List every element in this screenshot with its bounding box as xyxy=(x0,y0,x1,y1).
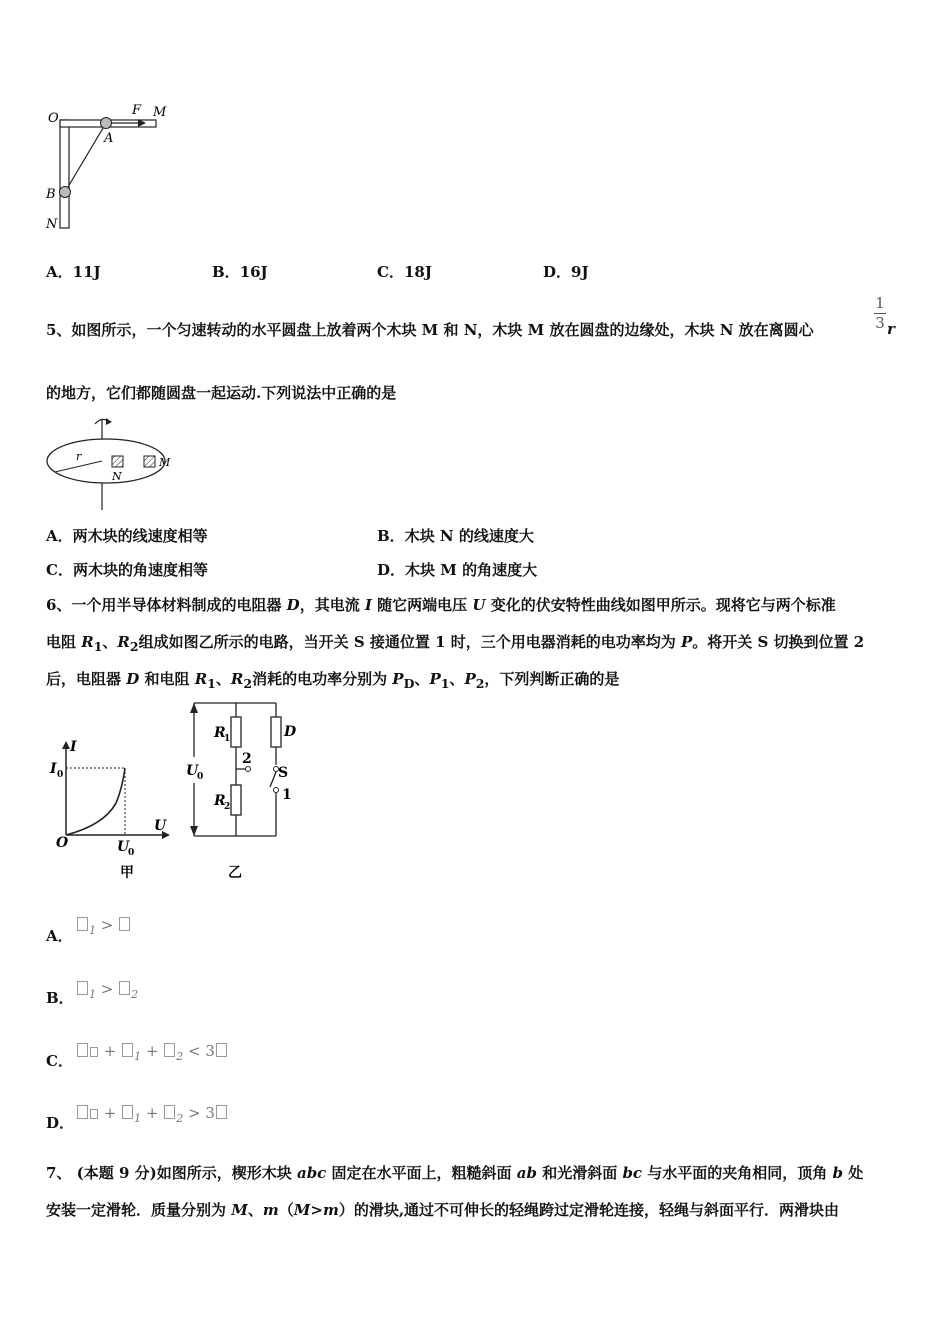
label-r2: R xyxy=(214,793,226,809)
figure-rod-frame xyxy=(40,98,180,238)
label-b: B xyxy=(46,187,56,202)
q4-option-d[interactable]: D．9J xyxy=(543,263,589,281)
vertical-rod xyxy=(60,120,69,228)
label-f: F xyxy=(132,103,142,118)
label-u0-sub: 0 xyxy=(128,848,135,858)
rotation-arrowhead xyxy=(106,418,112,425)
q6-stem-line3: 后，电阻器 D 和电阻 $R_1$、$R_2$消耗的电功率分别为 $P_D$、$P_1$、$P_2$，下列判断正确的是 xyxy=(46,670,620,691)
label-o: O xyxy=(48,111,59,126)
q5-stem-line2: 的地方，它们都随圆盘一起运动.下列说法中正确的是 xyxy=(46,384,397,402)
label-i0-sub: 0 xyxy=(57,770,64,780)
label-n: N xyxy=(46,217,58,232)
q6-option-b-formula: $_1$ > $_2$ xyxy=(76,980,138,1001)
label-u0: U xyxy=(117,839,130,855)
caption-yi: 乙 xyxy=(228,865,242,881)
label-d: D xyxy=(284,724,297,740)
u0-arrow-up xyxy=(190,703,198,713)
q6-option-d[interactable]: D． xyxy=(46,1114,75,1132)
q4-option-a[interactable]: A．11J xyxy=(46,263,101,281)
q5-stem-line1: 5、如图所示，一个匀速转动的水平圆盘上放着两个木块 M 和 N，木块 M 放在圆盘的边缘处，木块 N 放在离圆心 xyxy=(46,321,814,339)
label-r: r xyxy=(76,450,82,463)
resistor-r2 xyxy=(231,785,241,815)
label-2: 2 xyxy=(242,751,252,767)
q7-stem-line2: 安装一定滑轮．质量分别为 M、m（M>m）的滑块,通过不可伸长的轻绳跨过定滑轮连接，轻绳与斜面平行．两滑块由 xyxy=(46,1201,840,1219)
label-a: A xyxy=(104,131,114,146)
q6-option-a[interactable]: A． xyxy=(46,927,73,945)
label-m: M xyxy=(159,456,171,469)
label-u0-sub: 0 xyxy=(197,772,204,782)
label-r1-sub: 1 xyxy=(224,734,231,744)
i-axis-arrow xyxy=(62,741,70,749)
q6-option-b[interactable]: B． xyxy=(46,989,74,1007)
q5-option-a[interactable]: A．两木块的线速度相等 xyxy=(46,527,208,545)
label-r2-sub: 2 xyxy=(224,802,231,812)
figure-circuit xyxy=(184,695,304,885)
fraction-denominator: 3 xyxy=(875,314,885,332)
label-n: N xyxy=(112,470,122,483)
caption-jia: 甲 xyxy=(120,865,134,881)
q6-option-d-formula: + $_1$ + $_2$ > 3 xyxy=(76,1104,228,1125)
q6-stem-line1: 6、一个用半导体材料制成的电阻器 D，其电流 I 随它两端电压 U 变化的伏安特性曲线如图甲所示。现将它与两个标准 xyxy=(46,596,836,614)
resistor-d xyxy=(271,717,281,747)
q4-option-c[interactable]: C．18J xyxy=(377,263,432,281)
q7-stem-line1: 7、 (本题 9 分)如图所示，楔形木块 abc 固定在水平面上，粗糙斜面 ab 和光滑斜面 bc 与水平面的夹角相同，顶角 b 处 xyxy=(46,1164,864,1182)
label-u: U xyxy=(154,818,167,834)
label-u0: U xyxy=(186,763,199,779)
fraction-variable: r xyxy=(887,320,895,338)
ball-b xyxy=(60,187,71,198)
iv-curve xyxy=(66,768,125,835)
label-r1: R xyxy=(214,725,226,741)
q6-option-c-formula: + $_1$ + $_2$ < 3 xyxy=(76,1042,228,1063)
q6-option-a-formula: $_1$ > xyxy=(76,916,131,937)
block-m xyxy=(144,456,155,467)
q6-option-c[interactable]: C． xyxy=(46,1052,73,1070)
label-i: I xyxy=(70,739,77,755)
label-i0: I xyxy=(50,761,57,777)
block-n xyxy=(112,456,123,467)
q5-option-b[interactable]: B．木块 N 的线速度大 xyxy=(377,527,534,545)
figure-iv-curve xyxy=(44,735,174,885)
connecting-rod xyxy=(65,123,106,192)
ball-a xyxy=(101,118,112,129)
label-m: M xyxy=(153,105,167,120)
contact-2 xyxy=(246,767,251,772)
resistor-r1 xyxy=(231,717,241,747)
q5-option-d[interactable]: D．木块 M 的角速度大 xyxy=(377,561,538,579)
q6-stem-line2: 电阻 $R_1$、$R_2$组成如图乙所示的电路，当开关 S 接通位置 1 时，三个用电器消耗的电功率均为 P。将开关 S 切换到位置 2 xyxy=(46,633,865,654)
label-o: O xyxy=(56,835,69,851)
q4-option-b[interactable]: B．16J xyxy=(212,263,268,281)
u0-arrow-down xyxy=(190,826,198,836)
fraction-numerator: 1 xyxy=(875,294,885,312)
contact-1 xyxy=(274,788,279,793)
q5-option-c[interactable]: C．两木块的角速度相等 xyxy=(46,561,208,579)
label-1: 1 xyxy=(282,787,292,803)
figure-rotating-disk xyxy=(40,412,190,512)
switch-blade xyxy=(270,772,276,787)
label-s: S xyxy=(278,765,289,781)
